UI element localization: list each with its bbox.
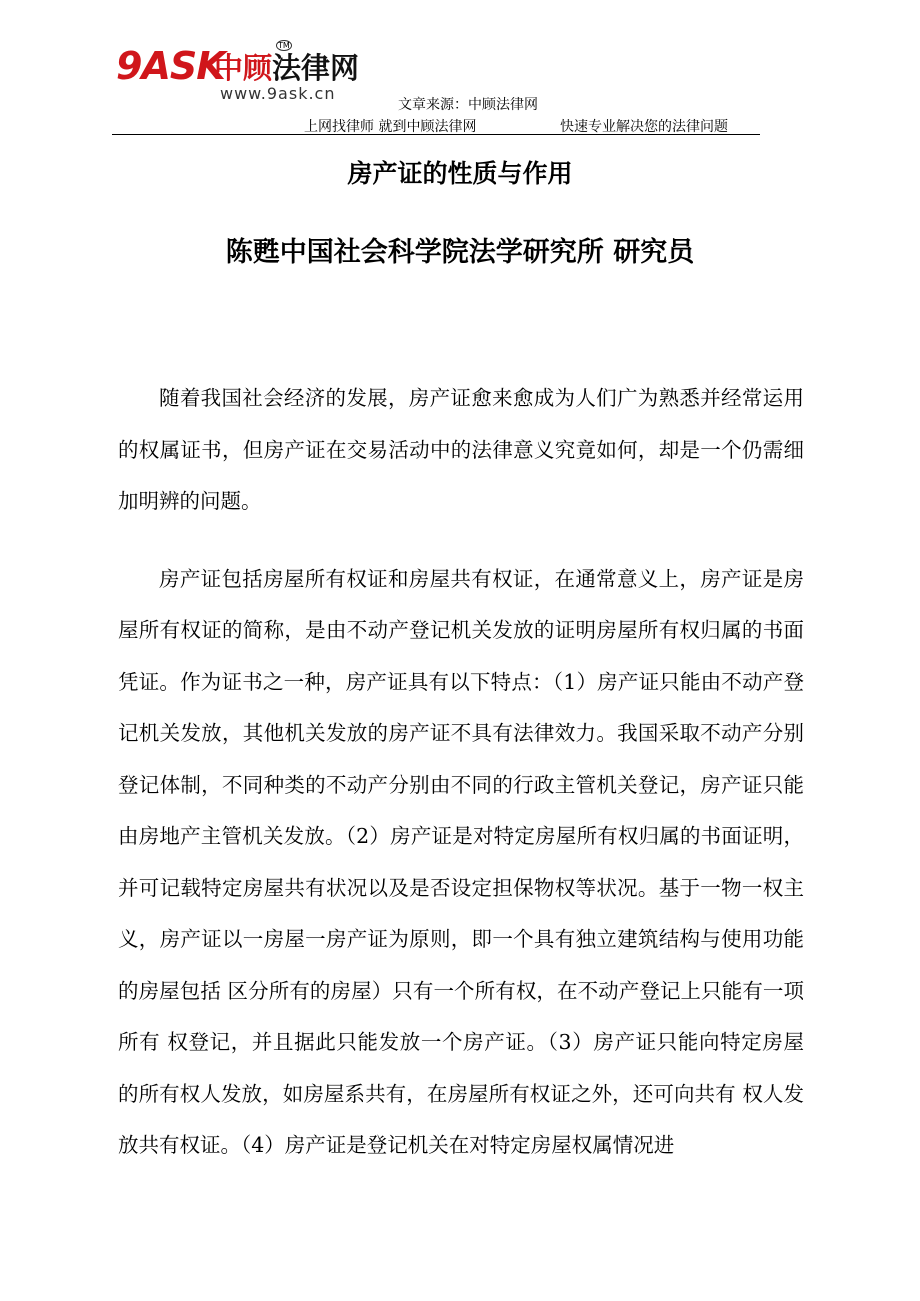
slogan-left: 上网找律师 就到中顾法律网: [304, 119, 477, 135]
logo-url: www.9ask.cn: [220, 84, 336, 103]
slogan-right: 快速专业解决您的法律问题: [560, 119, 728, 135]
site-logo[interactable]: [116, 40, 376, 110]
trademark-badge: TM: [278, 41, 290, 50]
logo-chinese-name: [214, 46, 359, 87]
paragraph-2: 房产证包括房屋所有权证和房屋共有权证，在通常意义上，房产证是房屋所有权证的简称，是由不动产登记机关发放的证明房屋所有权归属的书面凭证。作为证书之一种，房产证具有以下特点：（1）房产证只能由不动产登记机关发放，其他机关发放的房产证不具有法律效力。我国采取不动产分别登记体制，不同种类的不动产分别由不同的行政主管机关登记，房产证只能由房地产主管机关发放。（2）房产证是对特定房屋所有权归属的书面证明，并可记载特定房屋共有状况以及是否设定担保物权等状况。基于一物一权主义，房产证以一房屋一房产证为原则，即一个具有独立建筑结构与使用功能的房屋包括 区分所有的房屋）只有一个所有权，在不动产登记上只能有一项所有 权登记，并且据此只能发放一个房产证。（3）房产证只能向特定房屋 的所有权人发放，如房屋系共有，在房屋所有权证之外，还可向共有 权人发放共有权证。（4）房产证是登记机关在对特定房屋权属情况进: [118, 566, 804, 1157]
article-title: 房产证的性质与作用: [347, 159, 573, 188]
paragraph-1: 随着我国社会经济的发展，房产证愈来愈成为人们广为熟悉并经常运用的权属证书，但房产证在交易活动中的法律意义究竟如何，却是一个仍需细加明辨的问题。: [118, 386, 804, 513]
article-body: [118, 373, 804, 1198]
logo-cn-red: 中顾: [214, 51, 273, 85]
article-author: 陈甦中国社会科学院法学研究所 研究员: [225, 237, 695, 268]
logo-cn-dark: 法律网: [272, 51, 360, 85]
article-source: 文章来源：中顾法律网: [398, 97, 538, 113]
header-divider: [112, 134, 760, 135]
logo-mark: 9ASK: [116, 44, 225, 88]
